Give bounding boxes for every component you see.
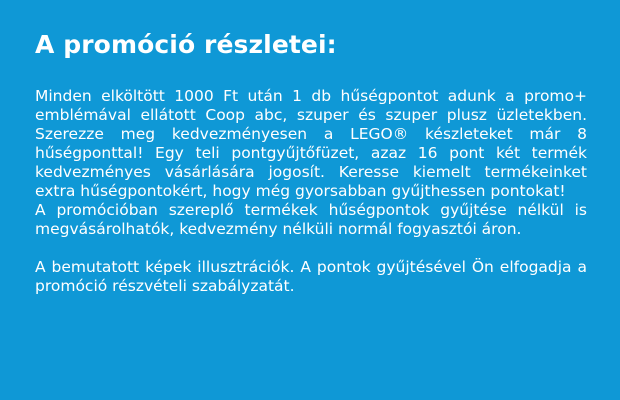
promotion-title: A promóció részletei: <box>35 30 337 59</box>
promotion-paragraph-main: Minden elköltött 1000 Ft után 1 db hűségpontot adunk a promo+ emblémával ellátott Coop abc, szuper és szuper plusz üzletekben. Szerezze meg kedvezményesen a LEGO® készleteket már 8 hűségponttal! Egy teli pontgyűjtőfüzet, azaz 16 pont két termék kedvezményes vásárlására jogosít. Keresse kiemelt termékeinket extra hűségpontokért, hogy még gyorsabban gyűjthessen pontokat! <box>35 87 587 200</box>
promotion-paragraph-note: A promócióban szereplő termékek hűségpontok gyűjtése nélkül is megvásárolhatók, kedvezmény nélküli normál fogyasztói áron. <box>35 201 587 238</box>
promotion-paragraph-disclaimer: A bemutatott képek illusztrációk. A pontok gyűjtésével Ön elfogadja a promóció részvételi szabályzatát. <box>35 258 587 295</box>
paragraph-gap <box>35 239 587 258</box>
promotion-copy <box>35 87 587 296</box>
